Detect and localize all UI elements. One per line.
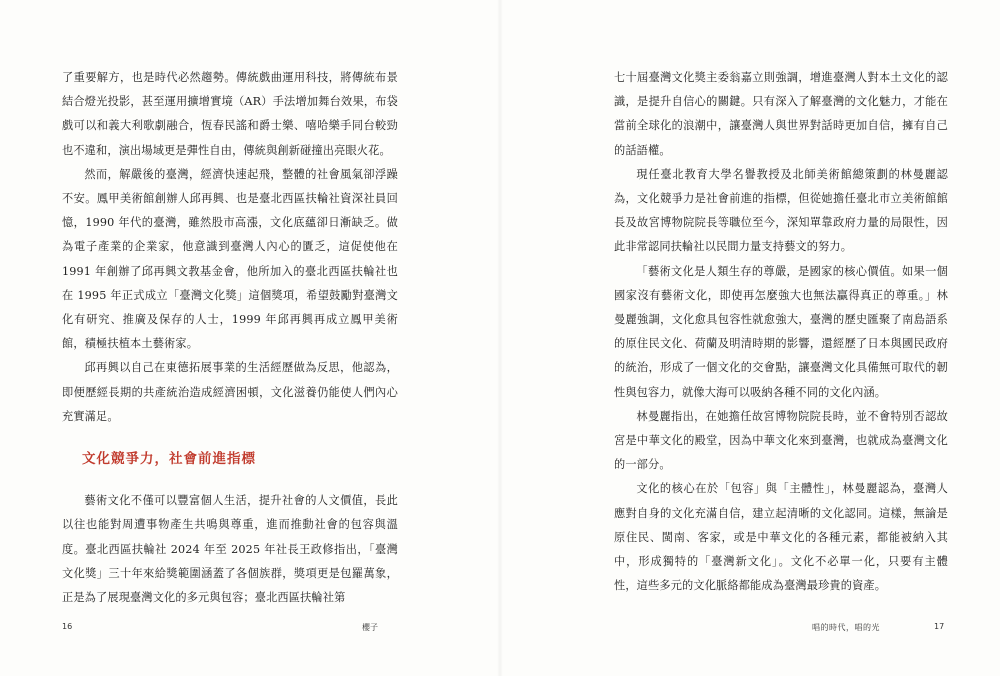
body-paragraph: 然而，解嚴後的臺灣，經濟快速起飛，整體的社會風氣卻浮躁不安。鳳甲美術館創辦人邱再興、也是臺北西區扶輪社資深社員回憶，1990 年代的臺灣，雖然股市高漲，文化底蘊卻日漸缺乏。做為電子產業的企業家，他意識到臺灣人內心的匱乏，這促使他在 1991 年創辦了邱再興文教基金會，他所加入的臺北西區扶輪社也在 1995 年正式成立「臺灣文化獎」這個獎項，希望鼓勵對臺灣文化有研究、推廣及保存的人士，1999 年邱再興再成立鳳甲美術館，積極扶植本土藝術家。 [62,167,398,351]
right-page-body [614,66,948,598]
body-paragraph: 藝術文化不僅可以豐富個人生活，提升社會的人文價值，長此以往也能對周遭事物產生共鳴與尊重，進而推動社會的包容與溫度。臺北西區扶輪社 2024 年至 2025 年社長王政修指出，「臺灣文化獎」三十年來給獎範圍涵蓋了各個族群，獎項更是包羅萬象，正是為了展現臺灣文化的多元與包容；臺北西區扶輪社第 [62,494,398,605]
body-paragraph: 「藝術文化是人類生存的尊嚴，是國家的核心價值。如果一個國家沒有藝術文化，即使再怎麼強大也無法贏得真正的尊重。」林曼麗強調，文化愈具包容性就愈強大，臺灣的歷史匯聚了南島語系的原住民文化、荷蘭及明清時期的影響，還經歷了日本與國民政府的統治，形成了一個文化的交會點，讓臺灣文化具備無可取代的韌性與包容力，就像大海可以吸納各種不同的文化內涵。 [614,264,948,399]
page-number-left: 16 [62,622,73,631]
body-paragraph: 文化的核心在於「包容」與「主體性」，林曼麗認為，臺灣人應對自身的文化充滿自信，建立起清晰的文化認同。這樣，無論是原住民、閩南、客家，或是中華文化的各種元素，都能被納入其中，形成獨特的「臺灣新文化」。文化不必單一化，只要有主體性，這些多元的文化脈絡都能成為臺灣最珍貴的資產。 [614,482,948,593]
section-heading: 文化競爭力，社會前進指標 [82,451,256,468]
running-head-left: 櫻子 [362,623,378,632]
body-paragraph: 七十屆臺灣文化獎主委翁嘉立則強調，增進臺灣人對本土文化的認識，是提升自信心的關鍵。只有深入了解臺灣的文化魅力，才能在當前全球化的浪潮中，讓臺灣人與世界對話時更加自信，擁有自己的話語權。 [614,71,948,157]
right-page [500,0,1000,676]
body-paragraph: 了重要解方，也是時代必然趨勢。傳統戲曲運用科技，將傳統布景結合燈光投影，甚至運用擴增實境（AR）手法增加舞台效果，布袋戲可以和義大利歌劇融合，恆春民謠和爵士樂、嘻哈樂手同台較勁也不違和，演出場域更是彈性自由，傳統與創新碰撞出亮眼火花。 [62,71,398,157]
running-head-right: 唱的時代，唱的光 [812,623,880,632]
body-paragraph: 邱再興以自己在東德拓展事業的生活經歷做為反思，他認為，即便歷經長期的共產統治造成經濟困頓，文化滋養仍能使人們內心充實滿足。 [62,361,398,423]
page-number-right: 17 [934,622,945,631]
body-paragraph: 現任臺北教育大學名譽教授及北師美術館總策劃的林曼麗認為，文化競爭力是社會前進的指標，但從她擔任臺北市立美術館館長及故宮博物院院長等職位至今，深知單靠政府力量的局限性，因此非常認同扶輪社以民間力量支持藝文的努力。 [614,167,948,254]
left-page-body [62,66,398,610]
body-paragraph: 林曼麗指出，在她擔任故宮博物院院長時，並不會特別否認故宮是中華文化的殿堂，因為中華文化來到臺灣，也就成為臺灣文化的一部分。 [614,409,948,472]
